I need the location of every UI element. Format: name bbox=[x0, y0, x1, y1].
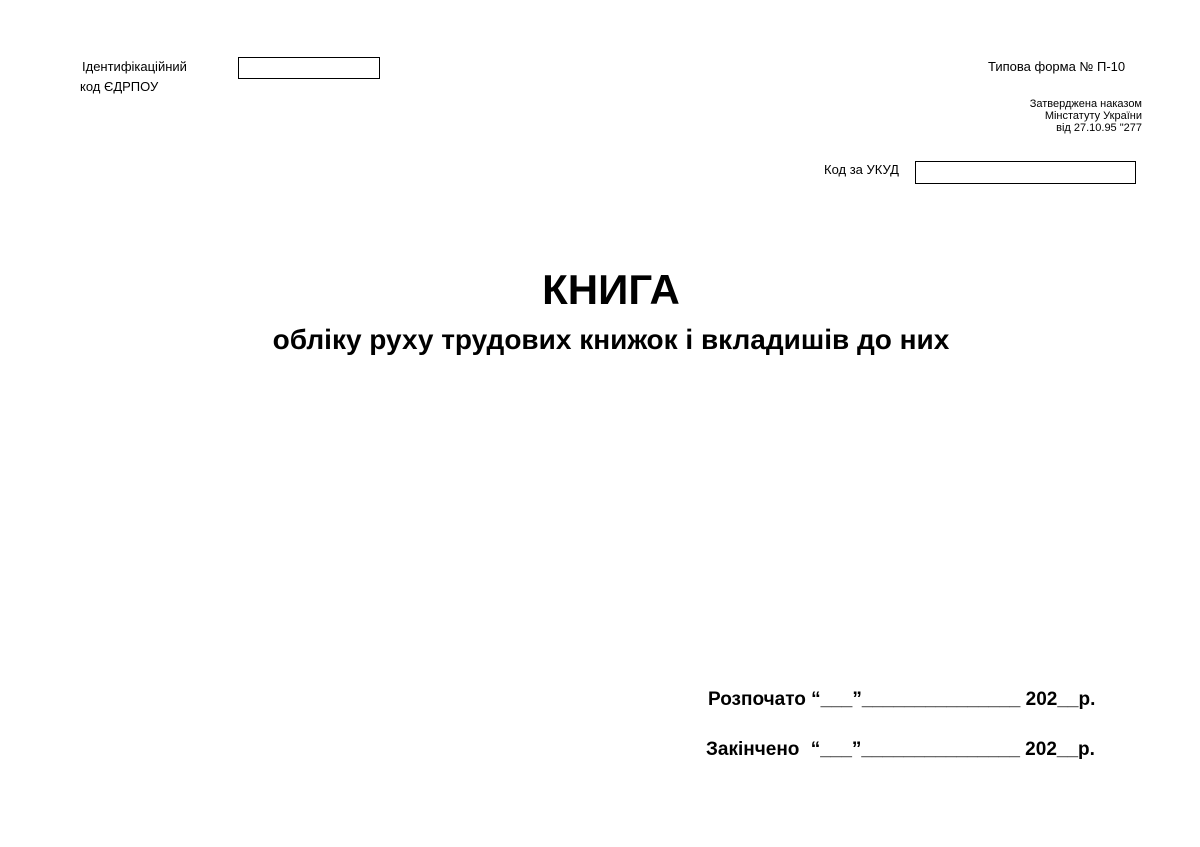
finished-line bbox=[706, 739, 1095, 761]
book-subtitle: обліку руху трудових книжок і вкладишів до них bbox=[272, 324, 950, 355]
started-line bbox=[708, 689, 1095, 711]
edrpou-label bbox=[82, 57, 187, 97]
book-title: КНИГА bbox=[542, 266, 680, 313]
approval-line1: Затверджена наказом bbox=[1029, 98, 1142, 110]
edrpou-field[interactable] bbox=[238, 57, 380, 79]
finished-value: “___”_______________ 202__р. bbox=[810, 739, 1095, 760]
edrpou-label-line1: Ідентифікаційний bbox=[82, 59, 187, 74]
finished-label: Закінчено bbox=[706, 739, 800, 760]
form-number: Типова форма № П-10 bbox=[988, 59, 1126, 74]
ukud-field[interactable] bbox=[915, 161, 1136, 184]
approval-line2: Мінстатуту України bbox=[1044, 110, 1142, 122]
ukud-label: Код за УКУД bbox=[824, 162, 899, 177]
approval-line3: від 27.10.95 "277 bbox=[1056, 122, 1142, 134]
started-label: Розпочато bbox=[708, 689, 806, 710]
approval-note bbox=[1030, 98, 1142, 134]
edrpou-label-line2: код ЄДРПОУ bbox=[80, 79, 159, 94]
started-value: “___”_______________ 202__р. bbox=[811, 689, 1096, 710]
